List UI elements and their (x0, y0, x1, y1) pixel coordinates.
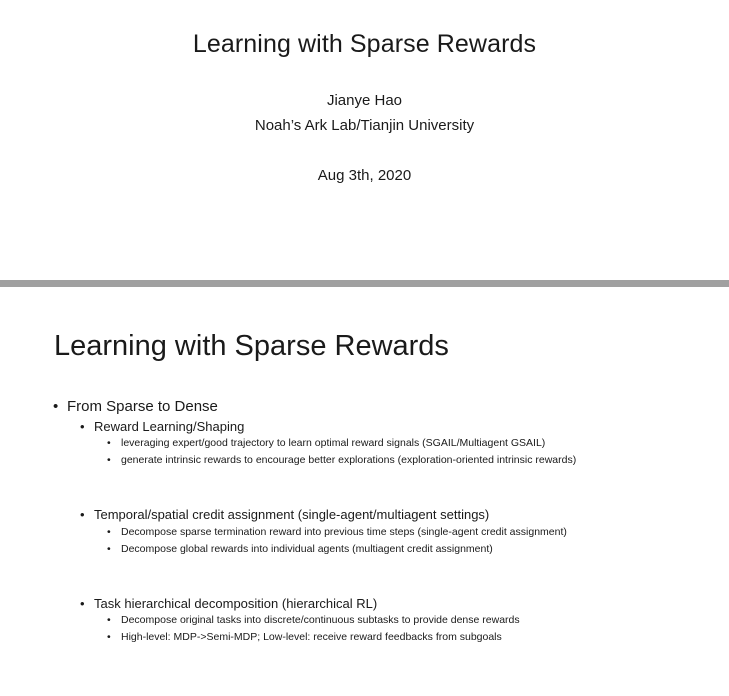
author-affiliation: Noah’s Ark Lab/Tianjin University (254, 117, 475, 134)
bullet-text: Decompose global rewards into individual agents (multiagent credit assignment) (121, 543, 493, 555)
bullet-text: High-level: MDP->Semi-MDP; Low-level: receive reward feedbacks from subgoals (121, 631, 502, 643)
bullet-level3 (107, 437, 545, 449)
title-slide-heading: Learning with Sparse Rewards (192, 30, 537, 58)
bullet-level3 (107, 631, 502, 643)
bullet-level3 (107, 614, 520, 626)
bullet-marker: • (107, 614, 111, 626)
bullet-marker: • (53, 398, 59, 415)
bullet-level3 (107, 454, 576, 466)
bullet-level1 (53, 398, 218, 415)
bullet-marker: • (107, 543, 111, 555)
bullet-level3 (107, 543, 493, 555)
bullet-marker: • (107, 526, 111, 538)
slide-divider (0, 280, 729, 287)
bullet-level2 (80, 507, 489, 522)
bullet-level3 (107, 526, 567, 538)
bullet-marker: • (107, 454, 111, 466)
bullet-level2 (80, 419, 244, 434)
bullet-text: Temporal/spatial credit assignment (single-agent/multiagent settings) (94, 507, 490, 522)
title-slide (0, 0, 729, 280)
bullet-marker: • (80, 507, 85, 522)
content-slide-heading: Learning with Sparse Rewards (54, 330, 449, 362)
bullet-marker: • (107, 437, 111, 449)
bullet-text: Reward Learning/Shaping (94, 419, 245, 434)
bullet-text: leveraging expert/good trajectory to learn optimal reward signals (SGAIL/Multiagent GSAIL) (121, 437, 546, 449)
bullet-text: Decompose original tasks into discrete/continuous subtasks to provide dense rewards (121, 614, 520, 626)
content-slide (0, 287, 729, 696)
bullet-text: Decompose sparse termination reward into previous time steps (single-agent credit assignment) (121, 526, 567, 538)
bullet-marker: • (80, 596, 85, 611)
bullet-text: generate intrinsic rewards to encourage better explorations (exploration-oriented intrinsic rewards) (121, 454, 577, 466)
author-name: Jianye Hao (326, 92, 403, 109)
presentation-date: Aug 3th, 2020 (317, 167, 412, 184)
bullet-text: From Sparse to Dense (67, 398, 218, 415)
bullet-marker: • (80, 419, 85, 434)
bullet-level2 (80, 596, 377, 611)
bullet-marker: • (107, 631, 111, 643)
bullet-text: Task hierarchical decomposition (hierarchical RL) (94, 596, 378, 611)
